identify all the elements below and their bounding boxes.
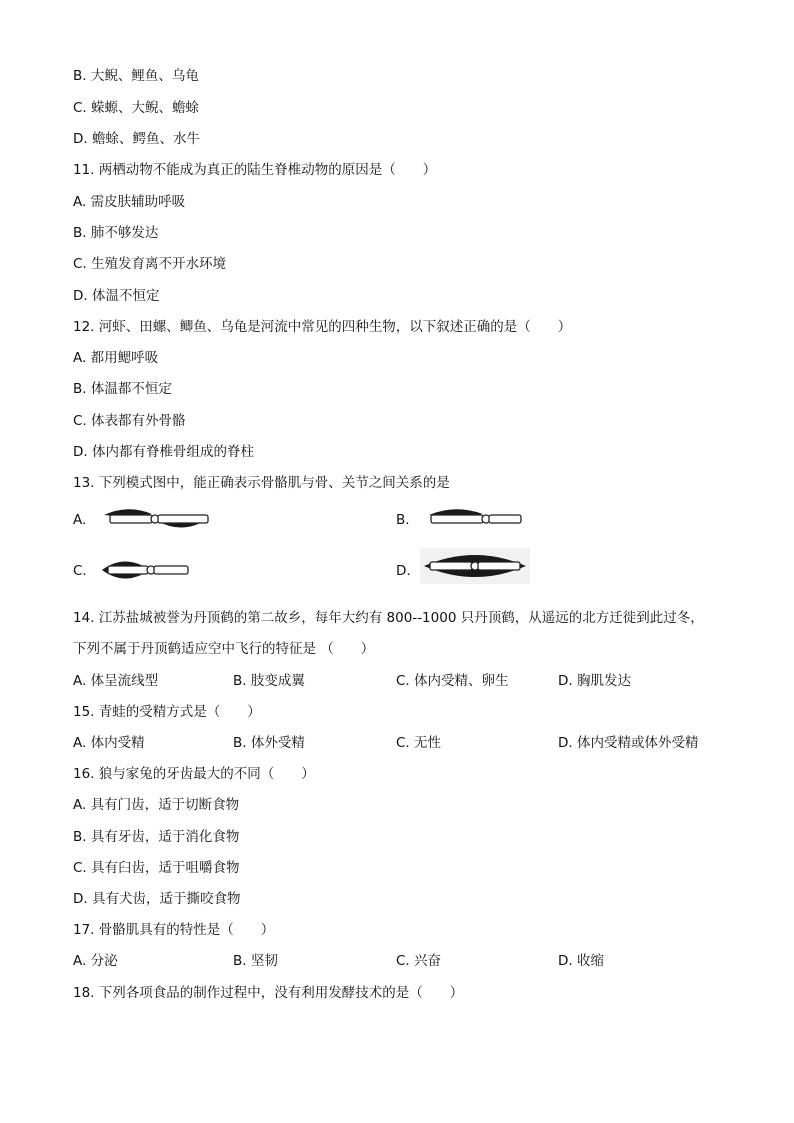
q15-option-c: C. 无性 [396,735,442,751]
q15-option-a: A. 体内受精 [73,735,145,751]
option-line: D. 具有犬齿，适于撕咬食物 [73,891,241,907]
q17-option-c: C. 兴奋 [396,953,442,969]
question-14-line2: 下列不属于丹顶鹤适应空中飞行的特征是 （ ） [73,641,375,657]
option-line: B. 具有牙齿，适于消化食物 [73,829,240,845]
option-line: D. 蟾蜍、鳄鱼、水牛 [73,131,200,147]
q13-label-a: A. [73,512,87,528]
option-line: A. 需皮肤辅助呼吸 [73,194,186,210]
question-17: 17. 骨骼肌具有的特性是（ ） [73,922,275,938]
option-line: C. 蝾螈、大鲵、蟾蜍 [73,100,200,116]
question-12: 12. 河虾、田螺、鲫鱼、乌龟是河流中常见的四种生物，以下叙述正确的是（ ） [73,319,572,335]
option-line: A. 都用鳃呼吸 [73,350,159,366]
option-line: B. 体温都不恒定 [73,381,172,397]
option-line: D. 体内都有脊椎骨组成的脊柱 [73,444,254,460]
question-13: 13. 下列模式图中，能正确表示骨骼肌与骨、关节之间关系的是 [73,475,450,491]
question-15: 15. 青蛙的受精方式是（ ） [73,704,261,720]
muscle-bone-diagram-c [100,553,192,587]
muscle-bone-diagram-b [425,505,525,537]
q17-option-b: B. 坚韧 [233,953,278,969]
q14-option-b: B. 肢变成翼 [233,673,305,689]
q17-option-a: A. 分泌 [73,953,118,969]
muscle-bone-diagram-a [100,505,215,537]
question-18: 18. 下列各项食品的制作过程中，没有利用发酵技术的是（ ） [73,985,464,1001]
question-11: 11. 两栖动物不能成为真正的陆生脊椎动物的原因是（ ） [73,162,437,178]
q14-option-d: D. 胸肌发达 [558,673,631,689]
question-16: 16. 狼与家兔的牙齿最大的不同（ ） [73,766,315,782]
q14-option-a: A. 体呈流线型 [73,673,159,689]
q13-label-c: C. [73,563,87,579]
q17-option-d: D. 收缩 [558,953,604,969]
option-line: A. 具有门齿，适于切断食物 [73,797,240,813]
q15-option-d: D. 体内受精或体外受精 [558,735,699,751]
question-14-line1: 14. 江苏盐城被誉为丹顶鹤的第二故乡，每年大约有 800--1000 只丹顶鹤，从遥远的北方迁徙到此过冬， [73,610,704,626]
muscle-bone-diagram-d [420,548,530,584]
q13-label-b: B. [396,512,410,528]
option-line: B. 肺不够发达 [73,225,159,241]
option-line: C. 体表都有外骨骼 [73,413,186,429]
q13-label-d: D. [396,563,411,579]
option-line: C. 生殖发育离不开水环境 [73,256,227,272]
option-line: B. 大鲵、鲤鱼、乌龟 [73,68,199,84]
option-line: C. 具有臼齿，适于咀嚼食物 [73,860,240,876]
q15-option-b: B. 体外受精 [233,735,305,751]
option-line: D. 体温不恒定 [73,288,160,304]
q14-option-c: C. 体内受精、卵生 [396,673,509,689]
